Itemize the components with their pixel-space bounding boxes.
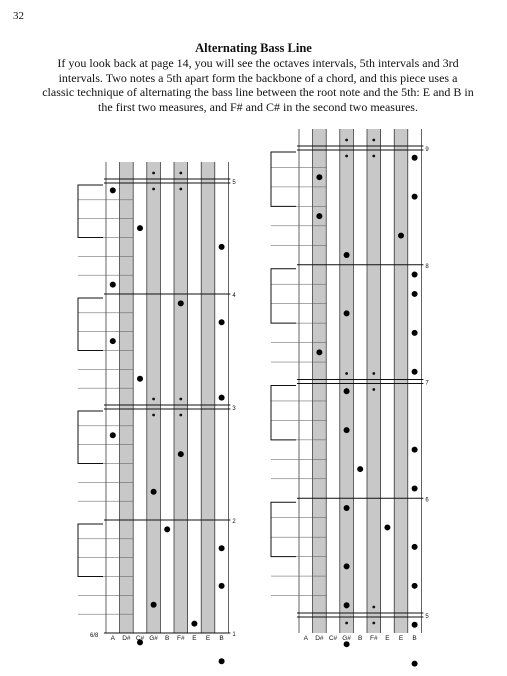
right_column-note — [344, 427, 350, 433]
left_column-shaded-tine — [120, 162, 134, 633]
right_column-measure-number: 5 — [425, 614, 429, 620]
right_column-tine-label: B — [358, 635, 363, 642]
right_column-tine-label: G# — [342, 635, 351, 642]
right_column-note — [344, 641, 350, 647]
left_column-note — [178, 300, 184, 306]
right_column-bracket — [271, 502, 296, 556]
right_column-note — [316, 174, 322, 180]
intro-paragraph: If you look back at page 14, you will see the octaves intervals, 5th intervals and 3rd intervals. Two notes a 5th apart form the backbone of a chord, and this piece uses a classic technique of alternating the bass line between the root note and the 5th: E and B in the first two measures, and F# and C# in the second two measures. — [42, 56, 474, 114]
left_column-repeat-dot — [152, 172, 155, 175]
right_column-note — [344, 388, 350, 394]
right_column-repeat-dot — [345, 622, 348, 625]
right_column-tine-label: D# — [315, 635, 324, 642]
right_column-shaded-tine — [367, 129, 381, 633]
right_column-repeat-dot — [345, 155, 348, 158]
right_column-note — [316, 349, 322, 355]
right_column-repeat-dot — [372, 388, 375, 391]
left_column-bracket — [78, 411, 103, 464]
right_column-note — [412, 155, 418, 161]
page-title: Alternating Bass Line — [195, 41, 312, 55]
left_column-note — [219, 395, 225, 401]
left_column-note — [219, 658, 225, 664]
left_column-repeat-dot — [179, 414, 182, 417]
left_column-note — [219, 319, 225, 325]
left_column-bracket — [78, 524, 103, 577]
left_column-note — [164, 526, 170, 532]
right_column-tine-label: C# — [328, 635, 338, 642]
left_column-tablature — [78, 162, 236, 676]
right_column-note — [412, 291, 418, 297]
left_column-note — [151, 602, 157, 608]
left_column-repeat-dot — [152, 414, 155, 417]
left_column-note — [219, 244, 225, 250]
right_column-measure-number: 7 — [425, 380, 429, 387]
right_column-shaded-tine — [313, 129, 327, 633]
left_column-measure-number: 5 — [232, 180, 236, 186]
left_column-repeat-dot — [179, 188, 182, 191]
left_column-repeat-dot — [179, 398, 182, 401]
right_column-tine-label: E — [385, 635, 390, 642]
right_column-note — [412, 447, 418, 453]
left_column-repeat-dot — [179, 172, 182, 175]
right_column-repeat-dot — [372, 155, 375, 158]
left_column-measure-number: 2 — [232, 519, 236, 525]
right_column-tine-label: E — [398, 635, 404, 642]
right_column-note — [398, 233, 404, 239]
right_column-measure-number: 8 — [425, 263, 429, 270]
left_column-tine-label: B — [219, 635, 224, 642]
right_column-note — [344, 563, 350, 569]
right_column-bracket — [271, 386, 296, 440]
left_column-note — [191, 621, 197, 627]
right_column-repeat-dot — [372, 606, 375, 609]
right_column-note — [357, 466, 363, 472]
right_column-repeat-dot — [372, 622, 375, 625]
right_column-repeat-dot — [372, 139, 375, 142]
left_column-note — [110, 187, 116, 193]
left_column-bracket — [78, 298, 103, 351]
right_column-note — [412, 330, 418, 336]
right_column-shaded-tine — [340, 129, 354, 633]
right_column-note — [412, 194, 418, 200]
left_column-measure-number: 3 — [232, 406, 236, 412]
right_column-note — [344, 602, 350, 608]
left_column-measure-number: 4 — [232, 293, 236, 299]
left_column-tine-label: C# — [135, 635, 145, 642]
left_column-note — [137, 225, 143, 231]
right_column-note — [316, 213, 322, 219]
right_column-bracket — [271, 152, 296, 206]
left_column-tine-label: B — [165, 635, 170, 642]
right_column-tine-label: A — [303, 635, 308, 642]
left_column-measure-number: 1 — [232, 632, 236, 638]
right_column-note — [412, 271, 418, 277]
right_column-tine-label: B — [412, 635, 417, 642]
page-number: 32 — [13, 10, 24, 22]
right_column-note — [412, 486, 418, 492]
right_column-measure-number: 9 — [425, 147, 429, 153]
left_column-tine-label: E — [205, 635, 211, 642]
right_column-shaded-tine — [394, 129, 408, 633]
left_column-shaded-tine — [201, 162, 215, 633]
left_column-tine-label: E — [192, 635, 197, 642]
right_column-note — [344, 310, 350, 316]
right_column-repeat-dot — [345, 139, 348, 142]
right_column-note — [412, 583, 418, 589]
right_column-note — [412, 369, 418, 375]
left_column-tine-label: F# — [177, 635, 185, 642]
left_column-tine-label: G# — [149, 635, 158, 642]
left_column-shaded-tine — [147, 162, 161, 633]
left_column-note — [110, 432, 116, 438]
left_column-note — [151, 489, 157, 495]
left_column-shaded-tine — [174, 162, 188, 633]
right_column-note — [344, 505, 350, 511]
left_column-note — [137, 376, 143, 382]
left_column-bracket — [78, 185, 103, 238]
right_column-bracket — [271, 269, 296, 323]
right_column-measure-number: 6 — [425, 497, 429, 504]
left_column-repeat-dot — [152, 398, 155, 401]
right_column-note — [412, 544, 418, 550]
right_column-tine-label: F# — [370, 635, 378, 642]
left_column-tine-label: A — [110, 635, 115, 642]
time-signature: 6/8 — [90, 633, 99, 639]
left_column-tine-label: D# — [122, 635, 131, 642]
left_column-note — [110, 338, 116, 344]
right_column-note — [412, 622, 418, 628]
right_column-note — [384, 524, 390, 530]
left_column-note — [178, 451, 184, 457]
right_column-note — [412, 661, 418, 667]
left_column-note — [219, 545, 225, 551]
left_column-repeat-dot — [152, 188, 155, 191]
left_column-note — [219, 583, 225, 589]
right_column-repeat-dot — [372, 372, 375, 375]
right_column-note — [344, 252, 350, 258]
left_column-note — [110, 282, 116, 288]
right_column-tablature — [271, 129, 429, 667]
right_column-repeat-dot — [345, 372, 348, 375]
